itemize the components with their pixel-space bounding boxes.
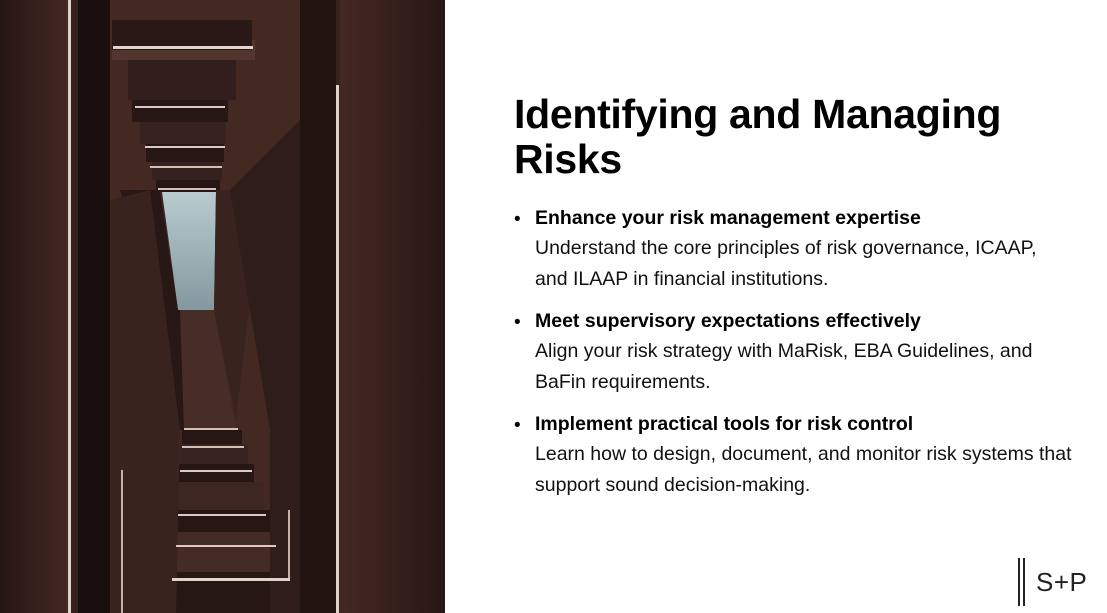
logo-bars-icon	[1018, 558, 1028, 606]
point-heading: Implement practical tools for risk control	[535, 413, 914, 435]
slide-title: Identifying and Managing Risks	[514, 91, 1002, 182]
point-heading: Enhance your risk management expertise	[535, 207, 921, 229]
point-heading: Meet supervisory expectations effectively	[535, 310, 921, 332]
point-text: Learn how to design, document, and monitor risk systems that support sound decision-making.	[535, 443, 1072, 496]
point-text: Align your risk strategy with MaRisk, EBA Guidelines, and BaFin requirements.	[535, 340, 1033, 393]
bullet-icon: •	[514, 209, 521, 230]
bullet-icon: •	[514, 312, 521, 333]
list-item	[514, 204, 1074, 295]
bullet-icon: •	[514, 415, 521, 436]
list-item	[514, 307, 1074, 398]
list-item	[514, 410, 1074, 501]
stairwell-photo	[0, 0, 445, 613]
brand-logo	[1018, 558, 1087, 606]
benefit-list	[514, 204, 1074, 513]
point-text: Understand the core principles of risk governance, ICAAP, and ILAAP in financial institutions.	[535, 237, 1037, 290]
logo-text: S+P	[1036, 567, 1088, 597]
